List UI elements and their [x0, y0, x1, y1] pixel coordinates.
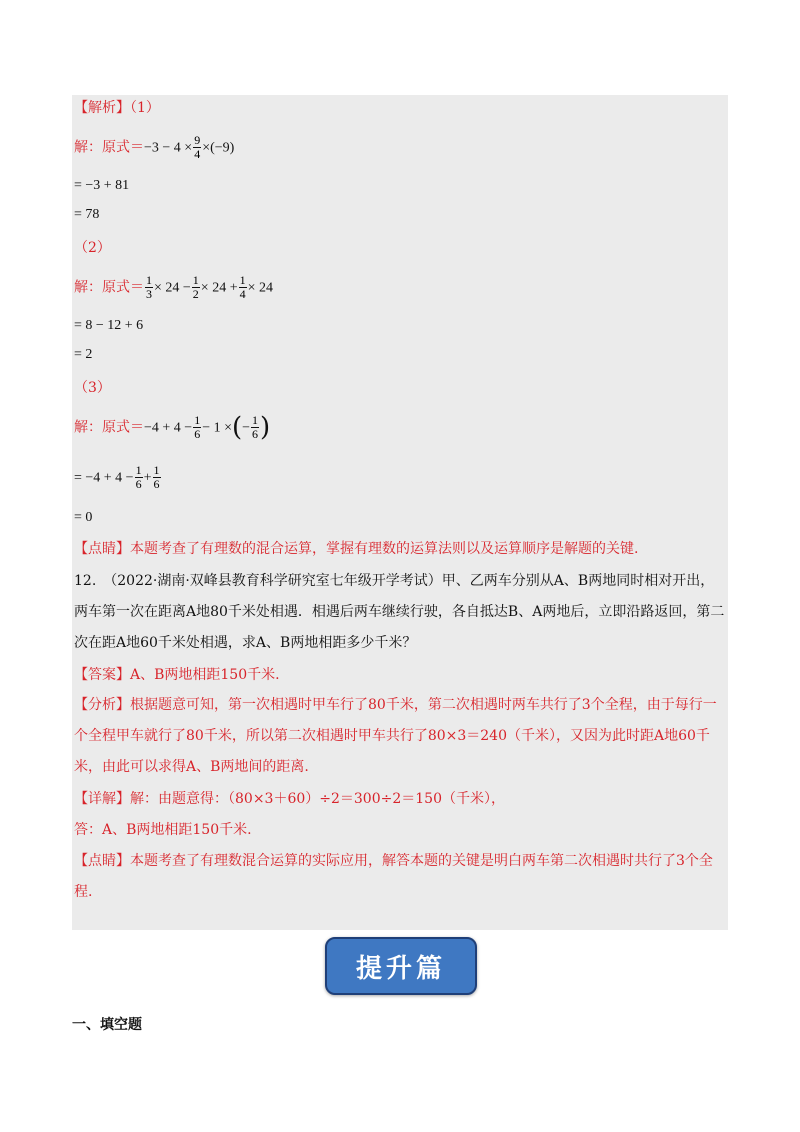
part1-step2: = 78: [74, 207, 100, 222]
q12-answer: 【答案】A、B两地相距150千米.: [74, 667, 280, 683]
q12-reply: 答：A、B两地相距150千米.: [74, 822, 252, 838]
part2-step1: = 8 − 12 + 6: [74, 318, 144, 333]
section-title: 一、填空题: [72, 1017, 142, 1033]
q12-detail: 【详解】解：由题意得：（80×3＋60）÷2＝300÷2＝150（千米），: [74, 791, 505, 807]
q12-analysis: 【分析】根据题意可知，第一次相遇时甲车行了80千米，第二次相遇时两车共行了3个全程，由于每行一个全程甲车就行了80千米，所以第二次相遇时甲车共行了80×3＝240（千米），又因为此时距A地60千米，由此可以求得A、B两地间的距离.: [74, 697, 717, 775]
q12-comment: 【点睛】本题考查了有理数混合运算的实际应用，解答本题的关键是明白两车第二次相遇时共行了3个全程.: [74, 853, 713, 900]
part2-step2: = 2: [74, 347, 93, 362]
part2-formula: 解：原式＝ $\frac{1}{3}$ × 24 − $\frac{1}{2}$ × 24 + $\frac{1}{4}$ × 24: [74, 273, 273, 301]
part1-formula: 解：原式＝−3 − 4 × $\frac{9}{4}$ ×(−9): [74, 133, 235, 161]
part3-label: （3）: [74, 380, 111, 396]
part1-step1: = −3 + 81: [74, 178, 130, 193]
part3-formula: 解：原式＝−4 + 4 − $\frac{1}{6}$ − 1 ×(− $\frac{1}{6}$ ): [74, 412, 271, 443]
analysis-comment: 【点睛】本题考查了有理数的混合运算，掌握有理数的运算法则以及运算顺序是解题的关键.: [74, 541, 639, 557]
analysis-header: 【解析】（1）: [74, 100, 160, 116]
section-banner: 提升篇: [325, 937, 477, 995]
part3-step1: = −4 + 4 − $\frac{1}{6}$ + $\frac{1}{6}$: [74, 463, 160, 491]
part3-step2: = 0: [74, 510, 93, 525]
question-12: 12. （2022·湖南·双峰县教育科学研究室七年级开学考试）甲、乙两车分别从A、B两地同时相对开出，两车第一次在距离A地80千米处相遇．相遇后两车继续行驶，各自抵达B、A两地后，立即沿路返回，第二次在距A地60千米处相遇，求A、B两地相距多少千米？: [74, 573, 725, 651]
part2-label: （2）: [74, 240, 111, 256]
